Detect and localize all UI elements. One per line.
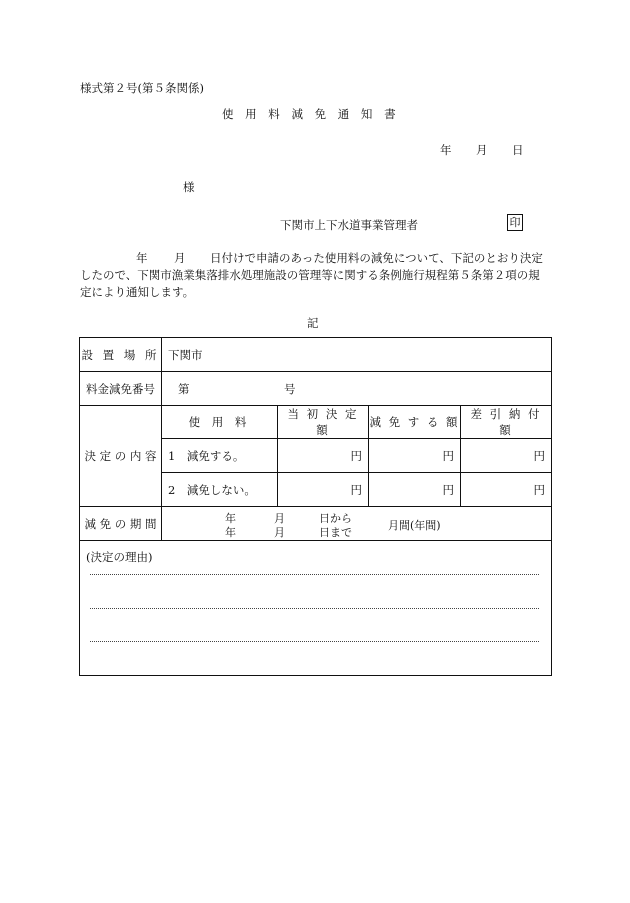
- decision-header-row: [80, 406, 552, 439]
- period-value: [162, 507, 552, 541]
- date-year: 年: [440, 143, 452, 157]
- location-row: [80, 338, 552, 372]
- issue-date: [440, 142, 524, 158]
- seal-mark: 印: [507, 214, 523, 231]
- location-label: 設 置 場 所: [80, 338, 162, 372]
- date-day: 日: [512, 143, 524, 157]
- reason-line: [90, 641, 539, 642]
- amount-cell: 円: [461, 439, 552, 473]
- notice-body: [80, 250, 550, 301]
- reason-line: [90, 574, 539, 575]
- to-month: 月: [274, 526, 285, 539]
- issuer-name: 下関市上下水道事業管理者: [280, 218, 418, 232]
- reason-label: (決定の理由): [86, 550, 153, 564]
- from-month: 月: [274, 512, 285, 525]
- column-header: 当 初 決 定 額: [278, 406, 369, 439]
- decision-option: 2 減免しない。: [162, 473, 278, 507]
- ki-heading: 記: [307, 316, 319, 330]
- location-value: 下関市: [162, 338, 552, 372]
- period-label: 減 免 の 期 間: [80, 507, 162, 541]
- body-year: 年: [136, 251, 148, 265]
- column-header: 使 用 料: [162, 406, 278, 439]
- reason-row: [80, 541, 552, 676]
- to-year: 年: [225, 526, 236, 539]
- amount-cell: 円: [278, 473, 369, 507]
- to-day: 日まで: [319, 526, 352, 539]
- amount-cell: 円: [369, 439, 461, 473]
- addressee-suffix: 様: [183, 180, 195, 194]
- form-number: 様式第２号(第５条関係): [80, 81, 204, 95]
- number-row: [80, 372, 552, 406]
- decision-label: 決 定 の 内 容: [80, 406, 162, 507]
- from-year: 年: [225, 512, 236, 525]
- amount-cell: 円: [369, 473, 461, 507]
- column-header: 減 免 す る 額: [369, 406, 461, 439]
- decision-option: 1 減免する。: [162, 439, 278, 473]
- decision-table: [79, 337, 552, 676]
- column-header: 差 引 納 付 額: [461, 406, 552, 439]
- body-month: 月: [174, 251, 186, 265]
- number-label: 料金減免番号: [80, 372, 162, 406]
- number-prefix: 第: [178, 381, 190, 396]
- body-text: 日付けで申請のあった使用料の減免について、下記のとおり決定したので、下関市漁業集落排水処理施設の管理等に関する条例施行規程第５条第２項の規定により通知します。: [80, 251, 543, 299]
- reason-cell: [80, 541, 552, 676]
- number-value: [162, 372, 552, 406]
- reason-line: [90, 608, 539, 609]
- document-title: 使 用 料 減 免 通 知 書: [222, 107, 400, 121]
- period-duration: 月間(年間): [388, 519, 441, 532]
- period-row: [80, 507, 552, 541]
- amount-cell: 円: [278, 439, 369, 473]
- number-suffix: 号: [284, 381, 296, 396]
- amount-cell: 円: [461, 473, 552, 507]
- from-day: 日から: [319, 512, 352, 525]
- date-month: 月: [476, 143, 488, 157]
